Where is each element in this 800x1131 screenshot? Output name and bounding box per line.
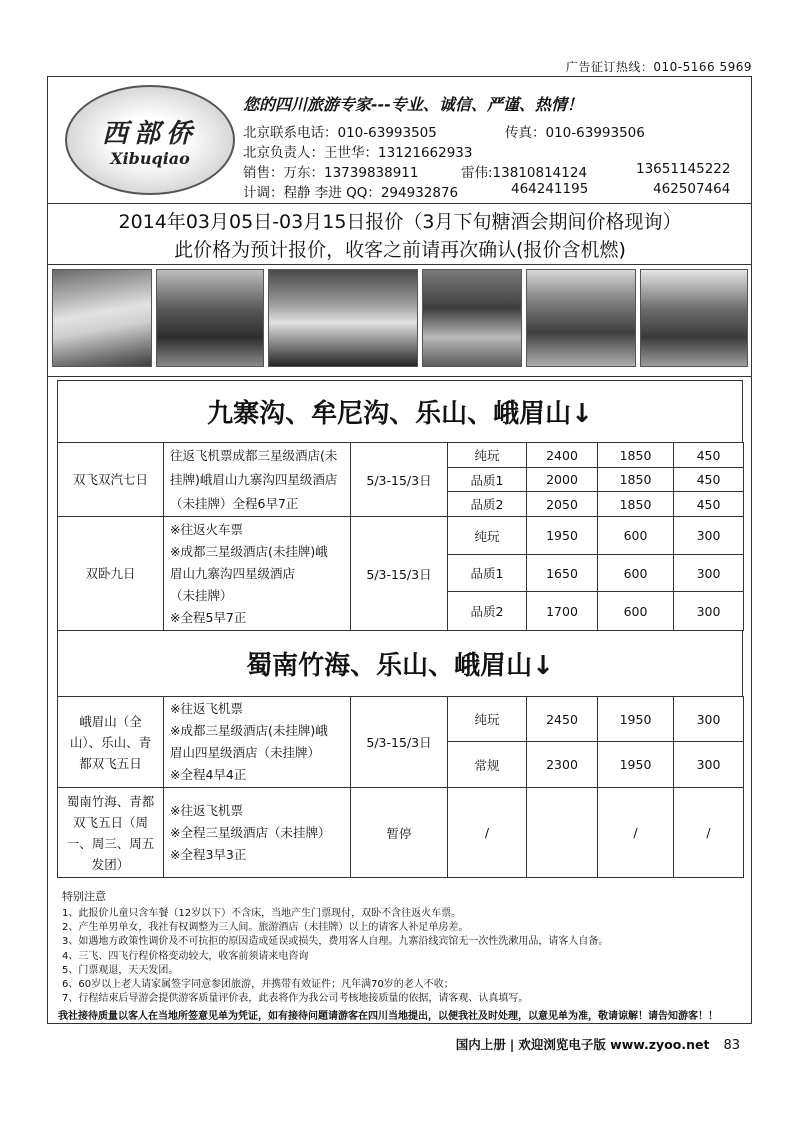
footer-separator: | — [509, 1037, 515, 1052]
route1-title: 九寨沟、牟尼沟、乐山、峨眉山↓ — [207, 399, 593, 429]
product-desc — [164, 788, 351, 878]
note-item: 6、60岁以上老人请家属签字同意参团旅游，并携带有效证件；凡年满70岁的老人不收； — [62, 979, 454, 991]
slash-cell — [527, 788, 598, 878]
route1-header — [57, 380, 743, 442]
desc-line: ※全程5早7正 — [170, 609, 247, 625]
route2-title: 蜀南竹海、乐山、峨眉山↓ — [246, 651, 554, 681]
special-notes — [58, 888, 752, 1023]
photo-river-boat — [640, 269, 748, 367]
note-item: 2、产生单男单女，我社有权调整为三人间。旅游酒店（未挂牌）以上的请客人补足单房差。 — [62, 922, 469, 934]
page-footer — [456, 1035, 740, 1053]
child-price: 1950 — [598, 742, 674, 788]
note-item: 7、行程结束后导游会提供游客质量评价表，此表将作为我公司考核地接质量的依据，请客观、认真填写。 — [62, 993, 529, 1005]
adult-price: 2050 — [527, 492, 598, 517]
child-price: 600 — [598, 592, 674, 631]
child-price: 1950 — [598, 697, 674, 742]
tier-type: 品质1 — [448, 468, 527, 492]
note-item: 5、门票观退，天天发团。 — [62, 964, 179, 976]
adult-price: 2300 — [527, 742, 598, 788]
single-supplement: 300 — [674, 555, 744, 592]
desc-line: ※全程4早4正 — [170, 767, 247, 782]
table-row — [58, 517, 744, 555]
product-desc — [164, 517, 351, 631]
adult-price: 1650 — [527, 555, 598, 592]
tier-type: 品质2 — [448, 592, 527, 631]
adult-price: 2450 — [527, 697, 598, 742]
desc-line: ※成都三星级酒店(未挂牌)峨 — [170, 723, 328, 738]
note-item: 3、如遇地方政策性调价及不可抗拒的原因造成延误或损失，费用客人自理。九寨沿线宾馆无一次性洗漱用品，请客人自备。 — [62, 936, 609, 948]
footer-section: 国内上册 — [455, 1037, 506, 1052]
product-name: 蜀南竹海、青都双飞五日（周一、周三、周五发团） — [58, 788, 164, 878]
product-desc: 往返飞机票成都三星级酒店(未挂牌)峨眉山九寨沟四星级酒店（未挂牌）全程6早7正 — [164, 443, 351, 517]
ops-contact: 计调：程静 李进 QQ：294932876 — [243, 185, 459, 201]
child-price: 1850 — [598, 468, 674, 492]
desc-line: ※全程三星级酒店（未挂牌） — [170, 824, 331, 840]
adult-price: 2400 — [527, 443, 598, 468]
quote-notice: 此价格为预计报价，收客之前请再次确认(报价含机燃) — [174, 239, 626, 261]
sales-contact-2: 雷伟:13810814124 — [461, 165, 588, 181]
divider — [47, 203, 752, 204]
product-date: 5/3-15/3日 — [351, 443, 448, 517]
photo-huanglong-pools — [52, 269, 152, 367]
tier-type: 纯玩 — [448, 443, 527, 468]
adult-price: 1700 — [527, 592, 598, 631]
product-date: 5/3-15/3日 — [351, 697, 448, 788]
desc-line: 眉山九寨沟四星级酒店 — [170, 565, 296, 581]
child-price: 600 — [598, 517, 674, 555]
desc-line: ※往返火车票 — [170, 521, 243, 537]
desc-line: （未挂牌） — [170, 587, 233, 603]
single-supplement: 450 — [674, 443, 744, 468]
photo-waterfall — [268, 269, 418, 367]
table-row — [58, 788, 744, 878]
desc-line: ※全程3早3正 — [170, 846, 247, 862]
product-date: 5/3-15/3日 — [351, 517, 448, 631]
product-desc — [164, 697, 351, 788]
desc-line: ※成都三星级酒店(未挂牌)峨 — [170, 543, 328, 559]
single-supplement: 300 — [674, 697, 744, 742]
child-price: 1850 — [598, 443, 674, 468]
single-supplement: 450 — [674, 492, 744, 517]
single-supplement: 300 — [674, 517, 744, 555]
qq-2: 464241195 — [511, 181, 589, 197]
photo-leshan-buddha — [526, 269, 636, 367]
desc-line: 眉山四星级酒店（未挂牌） — [170, 745, 321, 760]
note-item: 1、此报价儿童只含车餐（12岁以下）不含床，当地产生门票现付，双卧不含往返火车票。 — [62, 908, 462, 919]
product-name: 双飞双汽七日 — [58, 443, 164, 517]
sales-contact-3: 13651145222 — [636, 161, 731, 177]
single-supplement: 300 — [674, 742, 744, 788]
single-supplement: 300 — [674, 592, 744, 631]
route2-header — [57, 630, 743, 696]
logo-chinese: 西部侨 — [101, 119, 198, 149]
route1-price-table — [57, 442, 744, 631]
ad-hotline: 广告征订热线：010-5166 5969 — [565, 60, 752, 74]
photo-lake — [422, 269, 522, 367]
fax: 传真：010-63993506 — [505, 125, 645, 141]
logo-english: Xibuqiao — [110, 149, 190, 168]
qq-3: 462507464 — [653, 181, 731, 197]
product-name: 双卧九日 — [58, 517, 164, 631]
quote-period: 2014年03月05日-03月15日报价（3月下旬糖酒会期间价格现询） — [118, 211, 682, 233]
tier-type: 品质1 — [448, 555, 527, 592]
divider — [47, 376, 752, 377]
sales-contact-1: 销售：万东：13739838911 — [243, 165, 419, 181]
product-status: 暂停 — [351, 788, 448, 878]
single-supplement: 450 — [674, 468, 744, 492]
table-row — [58, 443, 744, 468]
tier-type: 纯玩 — [448, 517, 527, 555]
company-logo — [65, 85, 235, 195]
adult-price: 1950 — [527, 517, 598, 555]
adult-price: 2000 — [527, 468, 598, 492]
product-name: 峨眉山（全山）、乐山、青都双飞五日 — [58, 697, 164, 788]
note-item: 4、三飞、四飞行程价格变动较大，收客前须请来电咨询 — [62, 950, 309, 962]
slash-cell: / — [598, 788, 674, 878]
page-number: 83 — [723, 1038, 740, 1053]
slogan: 您的四川旅游专家---专业、诚信、严谨、热情！ — [243, 95, 583, 114]
divider — [47, 264, 752, 265]
notes-title: 特别注意 — [62, 890, 106, 903]
tier-type: 纯玩 — [448, 697, 527, 742]
tier-type: 品质2 — [448, 492, 527, 517]
notes-final: 我社接待质量以客人在当地所签意见单为凭证，如有接待问题请游客在四川当地提出，以便我社及时处理，以意见单为准，敬请谅解！请告知游客！！ — [58, 1011, 718, 1023]
footer-text: 欢迎浏览电子版 www.zyoo.net — [518, 1037, 710, 1052]
beijing-phone: 北京联系电话：010-63993505 — [243, 125, 437, 141]
desc-line: ※往返飞机票 — [170, 701, 243, 716]
beijing-manager: 北京负责人：王世华：13121662933 — [243, 145, 473, 161]
child-price: 1850 — [598, 492, 674, 517]
slash-cell: / — [674, 788, 744, 878]
tier-type: 常规 — [448, 742, 527, 788]
desc-line: ※往返飞机票 — [170, 802, 243, 818]
route2-price-table — [57, 696, 744, 878]
child-price: 600 — [598, 555, 674, 592]
slash-cell: / — [448, 788, 527, 878]
table-row — [58, 697, 744, 742]
photo-temple — [156, 269, 264, 367]
